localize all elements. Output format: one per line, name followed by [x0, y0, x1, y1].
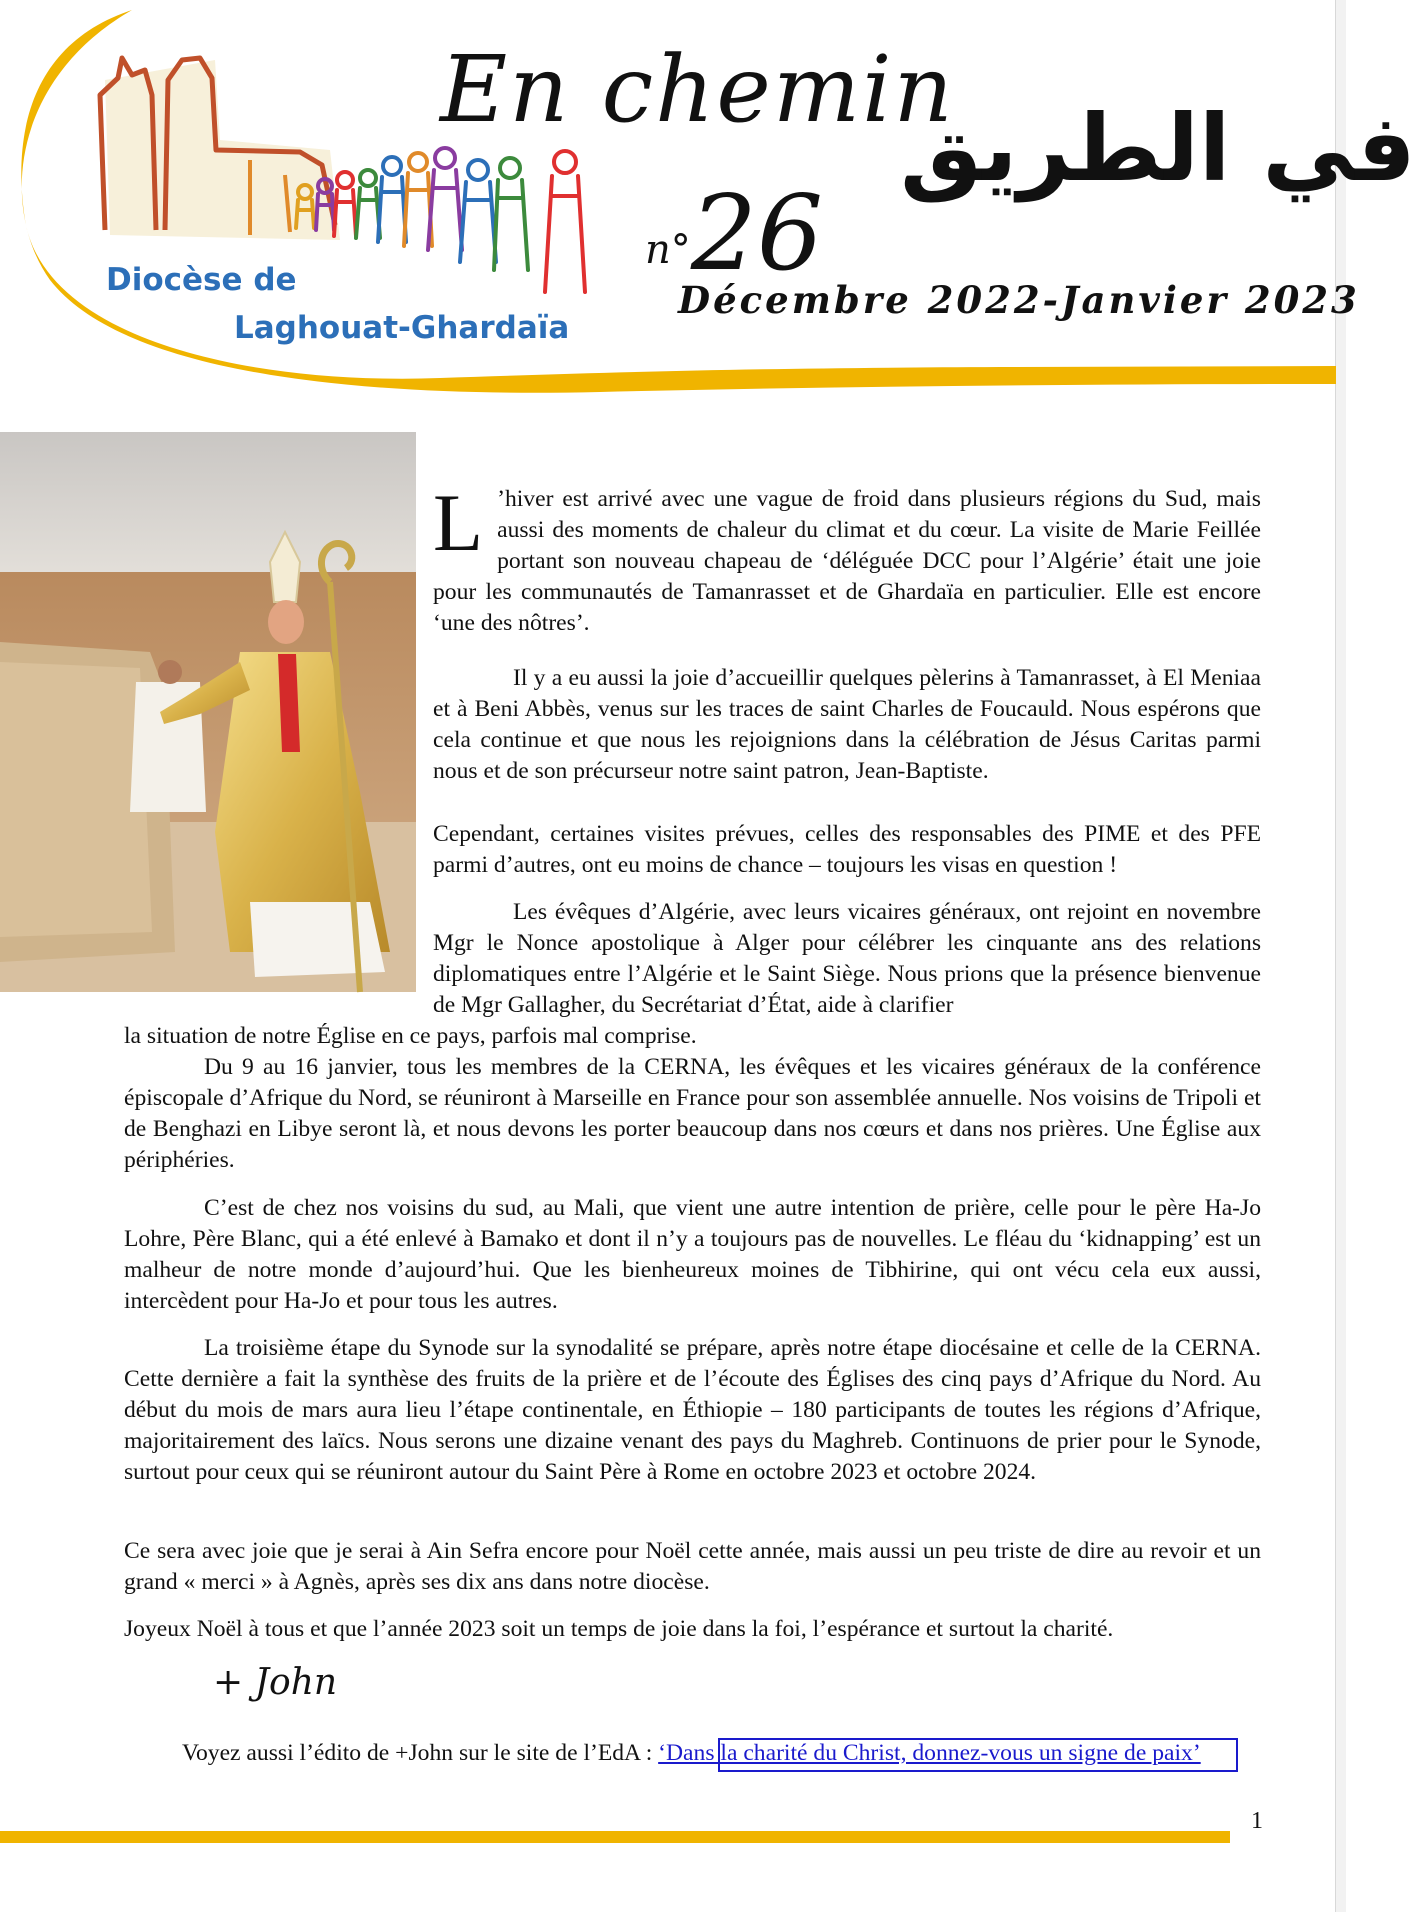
see-also-text: Voyez aussi l’édito de +John sur le site de l’EdA :: [182, 1740, 659, 1766]
newsletter-title-ar: في الطريق: [900, 95, 1416, 202]
diocese-name-line2: Laghouat-Ghardaïa: [234, 310, 570, 346]
issue-number: [645, 172, 823, 294]
newsletter-title-fr: En chemin: [440, 36, 955, 143]
paragraph-8: Ce sera avec joie que je serai à Ain Sefra encore pour Noël cette année, mais aussi un peu triste de dire au revoir et un grand « merci » à Agnès, après ses dix ans dans notre diocèse.: [124, 1538, 1261, 1595]
masthead: [0, 0, 1416, 410]
issue-number-value: 26: [690, 172, 824, 294]
bishop-photo: [0, 432, 416, 992]
paragraph-6: C’est de chez nos voisins du sud, au Mali, que vient une autre intention de prière, celle pour le père Ha-Jo Lohre, Père Blanc, qui a été enlevé à Bamako et dont il n’y a toujours pas de nouvelles. Le fléau du ‘kidnapping’ est un malheur de notre monde d’aujourd’hui. Que les bienheureux moines de Tibhirine, qui ont vécu cela eux aussi, intercèdent pour Ha-Jo et pour tous les autres.: [124, 1195, 1261, 1314]
paragraph-9: Joyeux Noël à tous et que l’année 2023 soit un temps de joie dans la foi, l’espérance et surtout la charité.: [124, 1616, 1114, 1642]
paragraph-1-text: ’hiver est arrivé avec une vague de froid dans plusieurs régions du Sud, mais aussi des moments de chaleur du climat et du cœur. La visite de Marie Feillée portant son nouveau chapeau de ‘déléguée DCC pour l’Algérie’ était une joie pour les communautés de Tamanrasset et de Ghardaïa en particulier. Elle est encore ‘une des nôtres’.: [433, 486, 1261, 636]
issue-prefix: n°: [645, 227, 691, 273]
paragraph-5: Du 9 au 16 janvier, tous les membres de la CERNA, les évêques et les vicaires généraux de la conférence épiscopale d’Afrique du Nord, se réuniront à Marseille en France pour son assemblée annuelle. Nos voisins de Tripoli et de Benghazi en Libye seront là, et nous devons les porter beaucoup dans nos cœurs et dans nos prières. Une Église aux périphéries.: [124, 1054, 1261, 1173]
diocese-name-line1: Diocèse de: [106, 262, 297, 298]
paragraph-1: [433, 477, 1261, 639]
link-highlight-box[interactable]: [718, 1738, 1238, 1772]
bishop-photo-illustration: [0, 432, 416, 992]
signature: + John: [213, 1662, 338, 1703]
article-intro: [433, 477, 1261, 639]
footer-bar: [0, 1831, 1230, 1843]
edito-link[interactable]: ‘Dans la charité du Christ, donnez-vous un signe de paix’: [658, 1740, 1201, 1766]
page-number: 1: [1251, 1808, 1263, 1834]
paragraph-7: La troisième étape du Synode sur la synodalité se prépare, après notre étape diocésaine et celle de la CERNA. Cette dernière a fait la synthèse des fruits de la prière et de l’écoute des Églises des cinq pays d’Afrique du Nord. Au début du mois de mars aura lieu l’étape continentale, en Éthiopie – 180 participants de toutes les régions d’Afrique, majoritairement des laïcs. Nous serons une dizaine venant des pays du Maghreb. Continuons de prier pour le Synode, surtout pour ceux qui se réuniront autour du Saint Père à Rome en octobre 2023 et octobre 2024.: [124, 1335, 1261, 1485]
paragraph-2: Il y a eu aussi la joie d’accueillir quelques pèlerins à Tamanrasset, à El Meniaa et à Beni Abbès, venus sur les traces de saint Charles de Foucauld. Nous espérons que cela continue et que nous les rejoignions dans la célébration de Jésus Caritas parmi nous et de son précurseur notre saint patron, Jean-Baptiste.: [433, 665, 1261, 784]
issue-date: Décembre 2022-Janvier 2023: [678, 278, 1360, 322]
paragraph-4-continued: la situation de notre Église en ce pays, parfois mal comprise.: [124, 1023, 697, 1049]
paragraph-4: Les évêques d’Algérie, avec leurs vicaires généraux, ont rejoint en novembre Mgr le Nonce apostolique à Alger pour célébrer les cinquante ans des relations diplomatiques entre l’Algérie et le Saint Siège. Nous prions que la présence bienvenue de Mgr Gallagher, du Secrétariat d’État, aide à clarifier: [433, 899, 1261, 1018]
paragraph-3: Cependant, certaines visites prévues, celles des responsables des PIME et des PFE parmi d’autres, ont eu moins de chance – toujours les visas en question !: [433, 821, 1261, 878]
pilgrims-icon: [296, 148, 585, 292]
drop-cap: L: [433, 477, 484, 568]
